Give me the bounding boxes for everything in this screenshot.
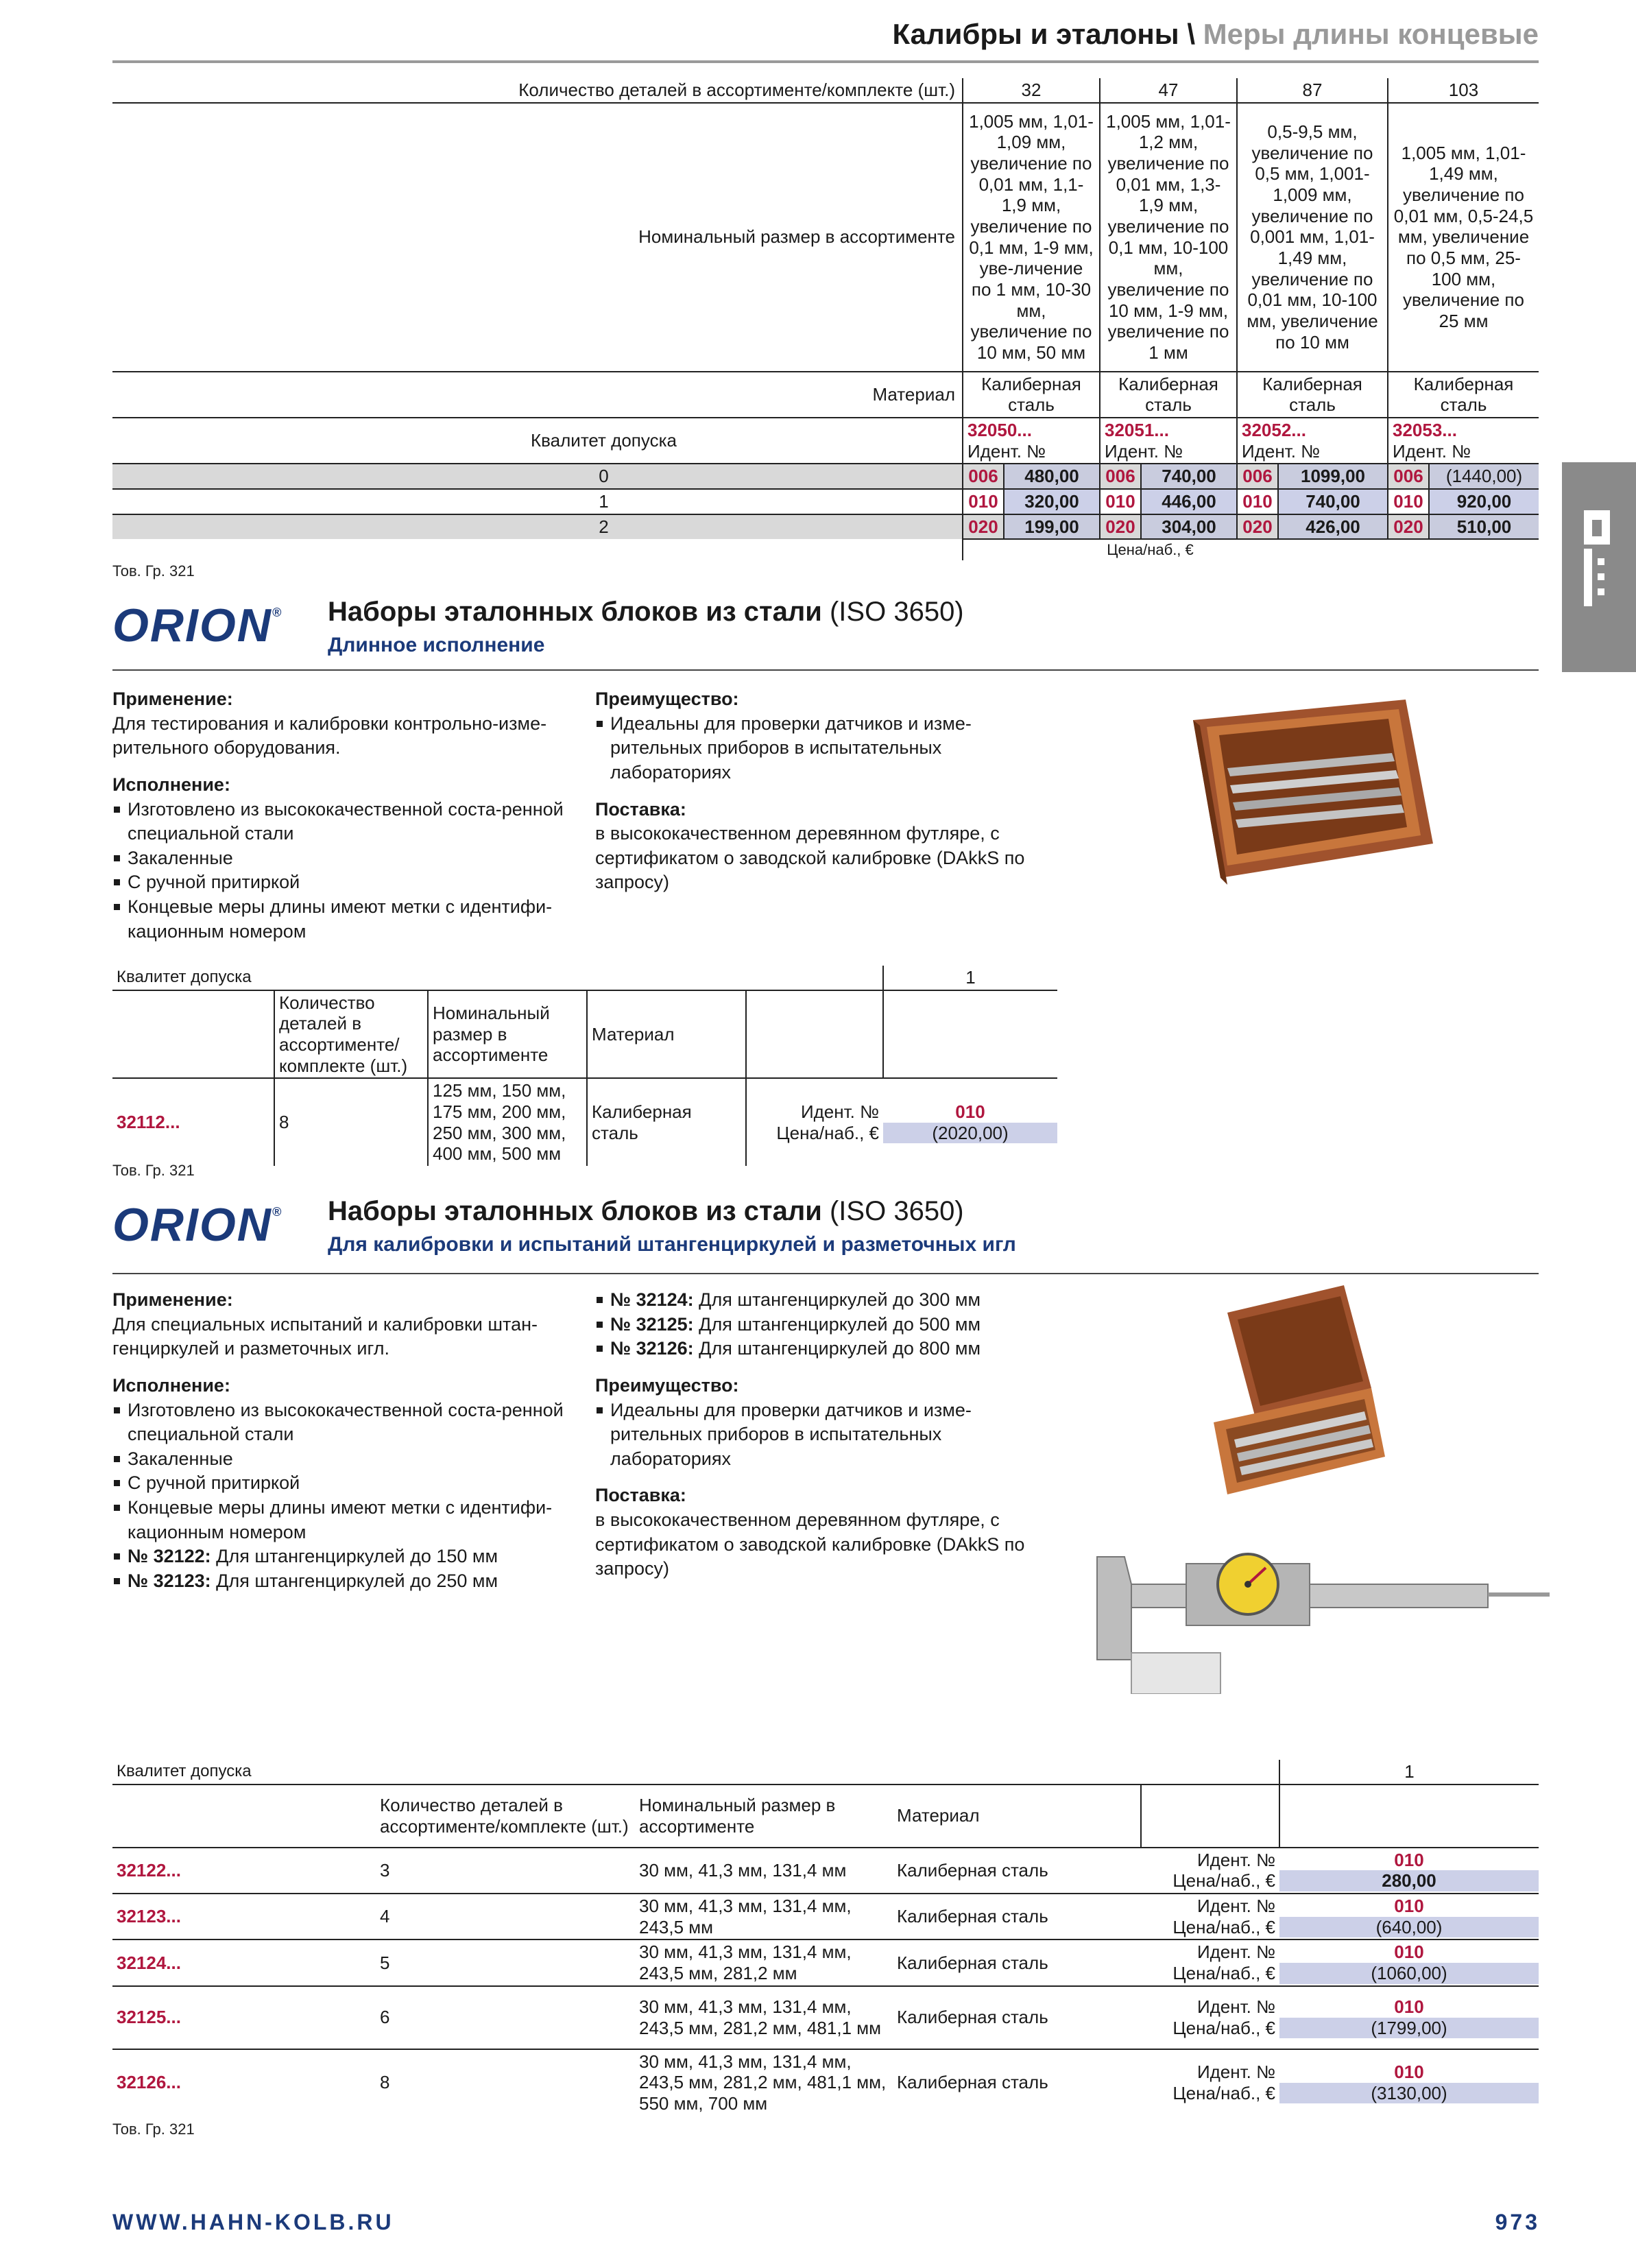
nominal-cell: 0,5-9,5 мм, увеличение по 0,5 мм, 1,001-1,009 мм, увеличение по 0,001 мм, 1,01-1,49 мм, увеличение по 0,01 мм, 10-100 мм, увеличение по 10 мм [1237,103,1388,372]
ident-price-values [1279,1986,1539,2049]
count-cell: 6 [376,1986,635,2049]
execution-heading: Исполнение: [112,774,230,795]
price-cell: (1440,00) [1429,464,1539,489]
ident-price-values [1279,1894,1539,1939]
application-heading: Применение: [112,689,233,709]
nominal-cell: 30 мм, 41,3 мм, 131,4 мм, 243,5 мм, 281,2 мм, 481,1 мм [635,1986,893,2049]
ident-price-values [1279,1939,1539,1985]
price-cell: 1099,00 [1278,464,1388,489]
section1-title: Наборы эталонных блоков из стали (ISO 3650) [328,597,964,627]
advantage-list [595,712,1061,785]
column-header: Номинальный размер в ассортименте [428,990,587,1079]
table-row [112,1894,1539,1939]
list-item: № 32122: Для штангенциркулей до 150 мм [112,1544,579,1569]
table-row [112,1078,1057,1166]
grade-header-row [112,418,1539,464]
ident-value: 010 [1394,1896,1424,1917]
list-item: № 32124: Для штангенциркулей до 300 мм [595,1288,1061,1313]
section2-table [112,1760,1539,2116]
grade-row [112,514,1539,540]
price-cell: 199,00 [1004,514,1100,540]
price-value: (640,00) [1279,1917,1539,1938]
column-header-row [112,990,1057,1079]
delivery-heading: Поставка: [595,1485,686,1506]
nominal-cell: 30 мм, 41,3 мм, 131,4 мм [635,1848,893,1894]
count-cell: 47 [1100,78,1237,103]
application-text: Для тестирования и калибровки контрольно-изме-рительного оборудования. [112,713,547,759]
top-spec-table [112,78,1539,560]
model-list [595,1288,1061,1361]
grade-cell: 1 [112,489,963,514]
caliper-glyph-icon [1580,510,1618,606]
count-cell: 87 [1237,78,1388,103]
nominal-cell: 1,005 мм, 1,01-1,49 мм, увеличение по 0,01 мм, 0,5-24,5 мм, увеличение по 0,5 мм, 25-100 мм, увеличение по 25 мм [1388,103,1539,372]
ident-cell: 006 [1388,464,1429,489]
nominal-row [112,103,1539,372]
list-item: Изготовлено из высококачественной соста-ренной специальной стали [112,1398,579,1447]
advantage-heading: Преимущество: [595,1374,739,1396]
list-item: С ручной притиркой [112,870,579,895]
grade-cell: 2 [112,514,963,540]
delivery-text: в высококачественном деревянном футляре, с сертификатом о заводской калибровке (DAkkS по запросу) [595,1509,1025,1579]
list-item: Закаленные [112,846,579,871]
count-cell: 8 [274,1078,428,1166]
ident-cell: 010 [1100,489,1141,514]
material-cell: Калиберная сталь [1237,372,1388,418]
advantage-list [595,1398,1061,1472]
count-cell: 4 [376,1894,635,1939]
ident-price-values [1279,1848,1539,1894]
grade-value: 1 [883,966,1057,990]
section2-right-text [595,1288,1061,1581]
list-item: № 32126: Для штангенциркулей до 800 мм [595,1337,1061,1361]
ident-value: 010 [1394,2062,1424,2083]
list-item: № 32123: Для штангенциркулей до 250 мм [112,1569,579,1594]
ident-price-labels: Идент. № Цена/наб., € [1141,1939,1279,1985]
grade-label: Квалитет допуска [112,418,963,464]
material-cell: Калиберная сталь [893,1986,1141,2049]
ident-cell: 020 [1100,514,1141,540]
ident-value: 010 [1394,1996,1424,2018]
price-cell: 510,00 [1429,514,1539,540]
count-cell: 5 [376,1939,635,1985]
header-separator: \ [1187,18,1195,50]
grade-row [112,464,1539,489]
article-number[interactable]: 32124... [112,1939,376,1985]
material-cell: Калиберная сталь [1100,372,1237,418]
material-row [112,372,1539,418]
nominal-cell: 125 мм, 150 мм, 175 мм, 200 мм, 250 мм, 300 мм, 400 мм, 500 мм [428,1078,587,1166]
ident-price-labels: Идент. № Цена/наб., € [1141,1986,1279,2049]
group-note: Тов. Гр. 321 [112,562,195,580]
grade-row [112,489,1539,514]
article-cell[interactable]: 32050... Идент. № [963,418,1100,464]
ident-cell: 006 [1100,464,1141,489]
ident-price-values [883,1078,1057,1166]
grade-value: 1 [1279,1760,1539,1784]
application-text: Для специальных испытаний и калибровки штан-генциркулей и разметочных игл. [112,1313,538,1359]
gauge-block-case-image [1200,1285,1406,1498]
nominal-cell: 30 мм, 41,3 мм, 131,4 мм, 243,5 мм, 281,2 мм [635,1939,893,1985]
ident-cell: 010 [1237,489,1278,514]
ident-cell: 010 [963,489,1004,514]
article-cell[interactable]: 32053... Идент. № [1388,418,1539,464]
count-cell: 103 [1388,78,1539,103]
column-header: Материал [893,1784,1141,1848]
list-item: Идеальны для проверки датчиков и изме-рительных приборов в испытательных лабораториях [595,1398,1061,1472]
ident-price-labels: Идент. № Цена/наб., € [1141,1848,1279,1894]
section2-rule [112,1273,1539,1274]
table-row [112,2049,1539,2116]
page-number: 973 [1495,2210,1540,2234]
ident-value: 010 [1394,1942,1424,1963]
material-cell: Калиберная сталь [963,372,1100,418]
column-header-row [112,1784,1539,1848]
ident-price-values [1279,2049,1539,2116]
table-row [112,1939,1539,1985]
list-item: Изготовлено из высококачественной соста-ренной специальной стали [112,798,579,846]
count-cell: 8 [376,2049,635,2116]
ident-cell: 020 [1237,514,1278,540]
delivery-heading: Поставка: [595,798,686,820]
list-item: № 32125: Для штангенциркулей до 500 мм [595,1313,1061,1337]
group-note: Тов. Гр. 321 [112,1162,195,1179]
list-item: Закаленные [112,1447,579,1472]
ident-price-labels: Идент. № Цена/наб., € [1141,2049,1279,2116]
price-value: (1060,00) [1279,1963,1539,1984]
header-title: Калибры и эталоны [892,18,1179,50]
orion-logo: ORION® [112,599,283,652]
table-row [112,1848,1539,1894]
count-cell: 32 [963,78,1100,103]
nominal-cell: 1,005 мм, 1,01-1,09 мм, увеличение по 0,01 мм, 1,1-1,9 мм, увеличение по 0,1 мм, 1-9 мм, уве-личение по 1 мм, 10-30 мм, увеличение по 10 мм, 50 мм [963,103,1100,372]
material-cell: Калиберная сталь [893,2049,1141,2116]
section1-right-text [595,687,1061,895]
section2-left-text [112,1288,579,1594]
execution-list [112,1398,579,1594]
nominal-cell: 1,005 мм, 1,01-1,2 мм, увеличение по 0,01 мм, 1,3-1,9 мм, увеличение по 0,1 мм, 10-100 мм, увеличение по 10 мм, 1-9 мм, увеличение по 1 мм [1100,103,1237,372]
price-cell: 740,00 [1278,489,1388,514]
header-subtitle: Меры длины концевые [1203,18,1539,50]
column-header: Количество деталей в ассортименте/ комплекте (шт.) [274,990,428,1079]
price-note: Цена/наб., € [963,539,1539,560]
nominal-cell: 30 мм, 41,3 мм, 131,4 мм, 243,5 мм, 281,2 мм, 481,1 мм, 550 мм, 700 мм [635,2049,893,2116]
column-header: Количество деталей в ассортименте/комплекте (шт.) [376,1784,635,1848]
section2-subtitle: Для калибровки и испытаний штангенциркулей и разметочных игл [328,1233,1016,1256]
grade-header-row [112,1760,1539,1784]
ident-cell: 020 [1388,514,1429,540]
price-value: (1799,00) [1279,2018,1539,2039]
execution-list [112,798,579,944]
orion-logo: ORION® [112,1199,283,1251]
price-cell: 446,00 [1141,489,1237,514]
list-item: Концевые меры длины имеют метки с идентифи-кационным номером [112,1496,579,1544]
ident-price-labels: Идент. № Цена/наб., € [746,1078,883,1166]
nominal-cell: 30 мм, 41,3 мм, 131,4 мм, 243,5 мм [635,1894,893,1939]
count-row [112,78,1539,103]
article-number[interactable]: 32126... [112,2049,376,2116]
article-number[interactable]: 32123... [112,1894,376,1939]
article-number[interactable]: 32112... [112,1078,274,1166]
section1-left-text [112,687,579,944]
ident-cell: 010 [1388,489,1429,514]
grade-label: Квалитет допуска [117,1762,252,1781]
column-header: Материал [587,990,746,1079]
material-cell: Калиберная сталь [893,1848,1141,1894]
execution-heading: Исполнение: [112,1374,230,1396]
ident-value: 010 [955,1101,985,1123]
price-cell: 304,00 [1141,514,1237,540]
material-cell: Калиберная сталь [893,1939,1141,1985]
list-item: Концевые меры длины имеют метки с идентифи-кационным номером [112,895,579,944]
article-cell[interactable]: 32051... Идент. № [1100,418,1237,464]
page-header [892,18,1539,51]
count-label: Количество деталей в ассортименте/комплекте (шт.) [518,80,955,100]
price-value: (2020,00) [883,1123,1057,1144]
count-cell: 3 [376,1848,635,1894]
group-note: Тов. Гр. 321 [112,2121,195,2138]
list-item: С ручной притиркой [112,1471,579,1496]
ident-cell: 006 [963,464,1004,489]
section1-subtitle: Длинное исполнение [328,634,545,656]
ident-value: 010 [1394,1849,1424,1870]
column-header: Номинальный размер в ассортименте [635,1784,893,1848]
price-cell: 920,00 [1429,489,1539,514]
dial-caliper-image [1090,1543,1556,1694]
price-cell: 480,00 [1004,464,1100,489]
material-cell: Калиберная сталь [893,1894,1141,1939]
section1-rule [112,669,1539,671]
footer-url[interactable]: WWW.HAHN-KOLB.RU [112,2210,394,2234]
ident-cell: 006 [1237,464,1278,489]
article-number[interactable]: 32125... [112,1986,376,2049]
price-value: 280,00 [1279,1870,1539,1891]
section2-title: Наборы эталонных блоков из стали (ISO 3650) [328,1196,964,1226]
application-heading: Применение: [112,1289,233,1310]
article-number[interactable]: 32122... [112,1848,376,1894]
price-cell: 740,00 [1141,464,1237,489]
material-label: Материал [112,372,963,418]
gauge-block-case-image [1179,693,1440,892]
article-cell[interactable]: 32052... Идент. № [1237,418,1388,464]
grade-header-row [112,966,1057,990]
section1-table [112,966,1057,1166]
price-cell: 426,00 [1278,514,1388,540]
list-item: Идеальны для проверки датчиков и изме-рительных приборов в испытательных лабораториях [595,712,1061,785]
section-tab [1562,462,1636,672]
nominal-label: Номинальный размер в ассортименте [112,103,963,372]
header-rule [112,60,1539,63]
material-cell: Калиберная сталь [587,1078,746,1166]
material-cell: Калиберная сталь [1388,372,1539,418]
ident-cell: 020 [963,514,1004,540]
advantage-heading: Преимущество: [595,689,739,709]
price-note-row [112,539,1539,560]
grade-label: Квалитет допуска [117,968,252,987]
grade-cell: 0 [112,464,963,489]
price-value: (3130,00) [1279,2083,1539,2104]
ident-price-labels: Идент. № Цена/наб., € [1141,1894,1279,1939]
delivery-text: в высококачественном деревянном футляре, с сертификатом о заводской калибровке (DAkkS по запросу) [595,823,1025,893]
price-cell: 320,00 [1004,489,1100,514]
table-row [112,1986,1539,2049]
